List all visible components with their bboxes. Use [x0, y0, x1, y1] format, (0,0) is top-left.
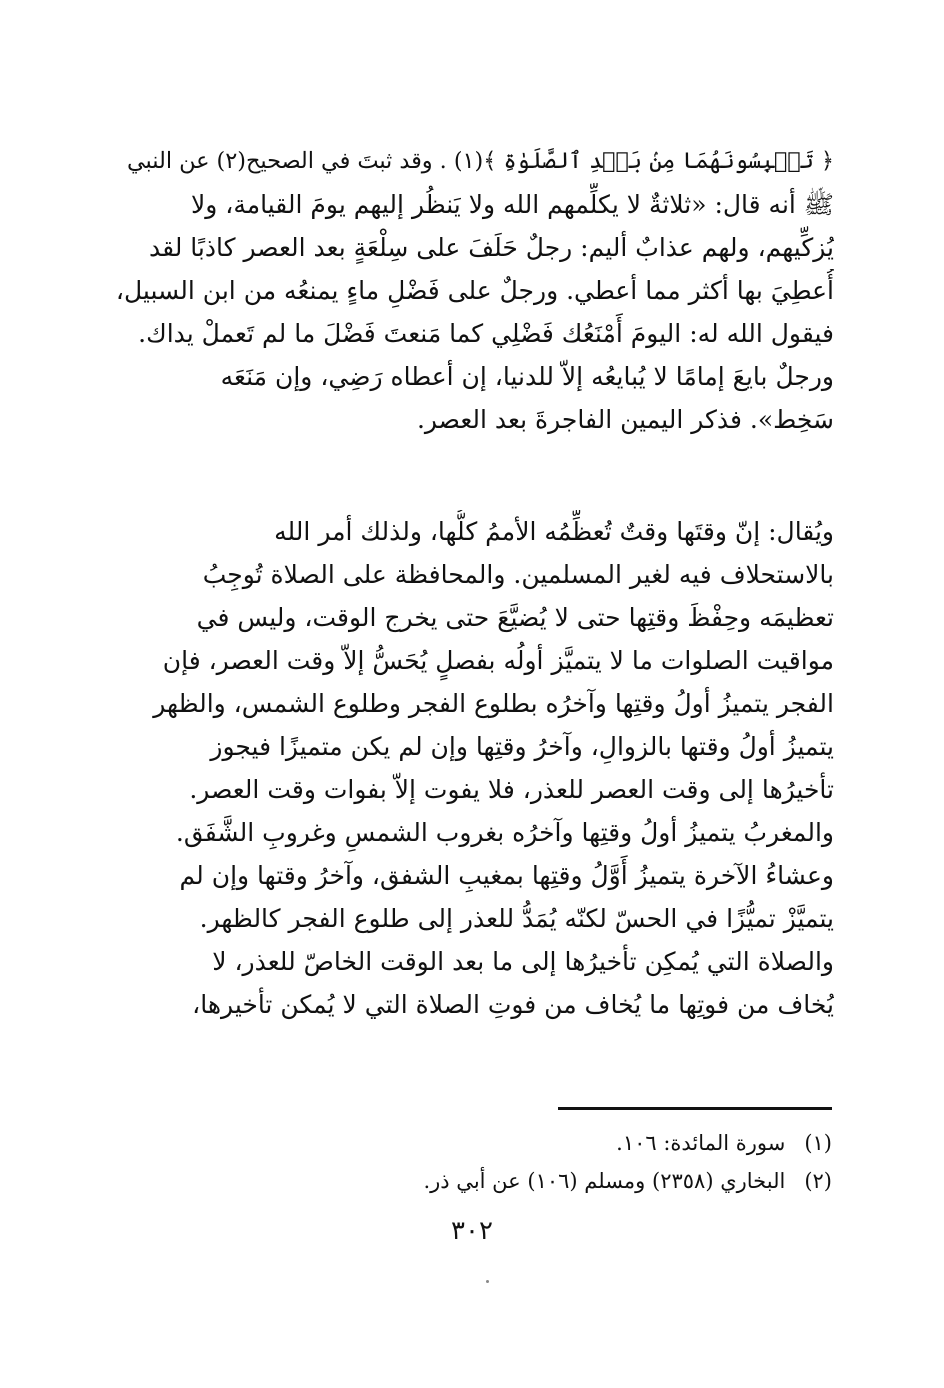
text-line: مواقيت الصلوات ما لا يتميَّز أولُه بفصلٍ يُحَسُّ إلاّ وقت العصر، فإن — [162, 646, 834, 675]
footnote-number: (١) — [804, 1131, 832, 1155]
paragraph-prayer-times — [112, 510, 834, 1026]
text-line: ويُقال: إنّ وقتَها وقتٌ تُعظِّمُه الأممُ كلُّها، ولذلك أمر الله — [274, 517, 834, 546]
text-line: يُزكِّيهم، ولهم عذابٌ أليم: رجلٌ حَلَفَ على سِلْعَةٍ بعد العصر كاذبًا لقد — [148, 233, 834, 262]
paragraph-hadith — [112, 140, 834, 441]
footnote-text: سورة المائدة: ١٠٦. — [616, 1131, 786, 1155]
text-line: والصلاة التي يُمكِن تأخيرُها إلى ما بعد الوقت الخاصّ للعذر، لا — [212, 947, 834, 976]
text-line: تأخيرُها إلى وقت العصر للعذر، فلا يفوت إلاّ بفوات وقت العصر. — [189, 775, 834, 804]
page-number: ٣٠٢ — [451, 1216, 493, 1246]
text-line: يتميَّزْ تميُّزًا في الحسّ لكنّه يُمَدُّ للعذر إلى طلوع الفجر كالظهر. — [199, 904, 834, 933]
text-line: والمغربُ يتميزُ أولُ وقتِها وآخرُه بغروب الشمسِ وغروبِ الشَّفَق. — [175, 818, 834, 847]
footnote-2 — [232, 1162, 832, 1200]
text-line: وعشاءُ الآخرة يتميزُ أَوَّلُ وقتِها بمغيبِ الشفق، وآخرُ وقتها وإن لم — [179, 861, 834, 890]
text-line: ﴿ تَحۡبِسُونَهُمَا مِنۢ بَعۡدِ ٱلصَّلَوٰةِ ﴾(١) . وقد ثبتَ في الصحيح(٢) عن النبي — [126, 148, 834, 174]
text-line: ﷺ أنه قال: «ثلاثةٌ لا يكلِّمهم الله ولا يَنظُر إليهم يومَ القيامة، ولا — [190, 190, 834, 219]
footnote-text: البخاري (٢٣٥٨) ومسلم (١٠٦) عن أبي ذر. — [423, 1169, 786, 1193]
text-line: الفجر يتميزُ أولُ وقتِها وآخرُه بطلوع الفجر وطلوع الشمس، والظهر — [153, 689, 834, 718]
text-line: تعظيمَه وحِفْظَ وقتِها حتى لا يُضيَّعَ حتى يخرج الوقت، وليس في — [196, 603, 834, 632]
text-line: يُخاف من فوتِها ما يُخاف من فوتِ الصلاة التي لا يُمكن تأخيرها، — [192, 990, 834, 1019]
text-line: سَخِط». فذكر اليمين الفاجرةَ بعد العصر. — [416, 405, 834, 434]
footnote-1 — [232, 1124, 832, 1162]
footnote-separator — [558, 1107, 832, 1110]
footnote-number: (٢) — [804, 1169, 832, 1193]
footnotes — [232, 1124, 832, 1200]
text-line: بالاستحلاف فيه لغير المسلمين. والمحافظة على الصلاة تُوجِبُ — [202, 560, 834, 589]
text-line: ورجلٌ بايعَ إمامًا لا يُبايعُه إلاّ للدنيا، إن أعطاه رَضِي، وإن مَنَعَه — [220, 362, 834, 391]
text-line: فيقول الله له: اليومَ أَمْنَعُك فَضْلِي كما مَنعتَ فَضْلَ ما لم تَعملْ يداك. — [138, 319, 834, 348]
text-line: يتميزُ أولُ وقتها بالزوالِ، وآخرُ وقتِها وإن لم يكن متميزًا فيجوز — [210, 732, 834, 761]
text-line: أُعطِيَ بها أكثر مما أعطي. ورجلٌ على فَضْلِ ماءٍ يمنعُه من ابن السبيل، — [115, 276, 834, 305]
scan-speck — [486, 1280, 489, 1283]
